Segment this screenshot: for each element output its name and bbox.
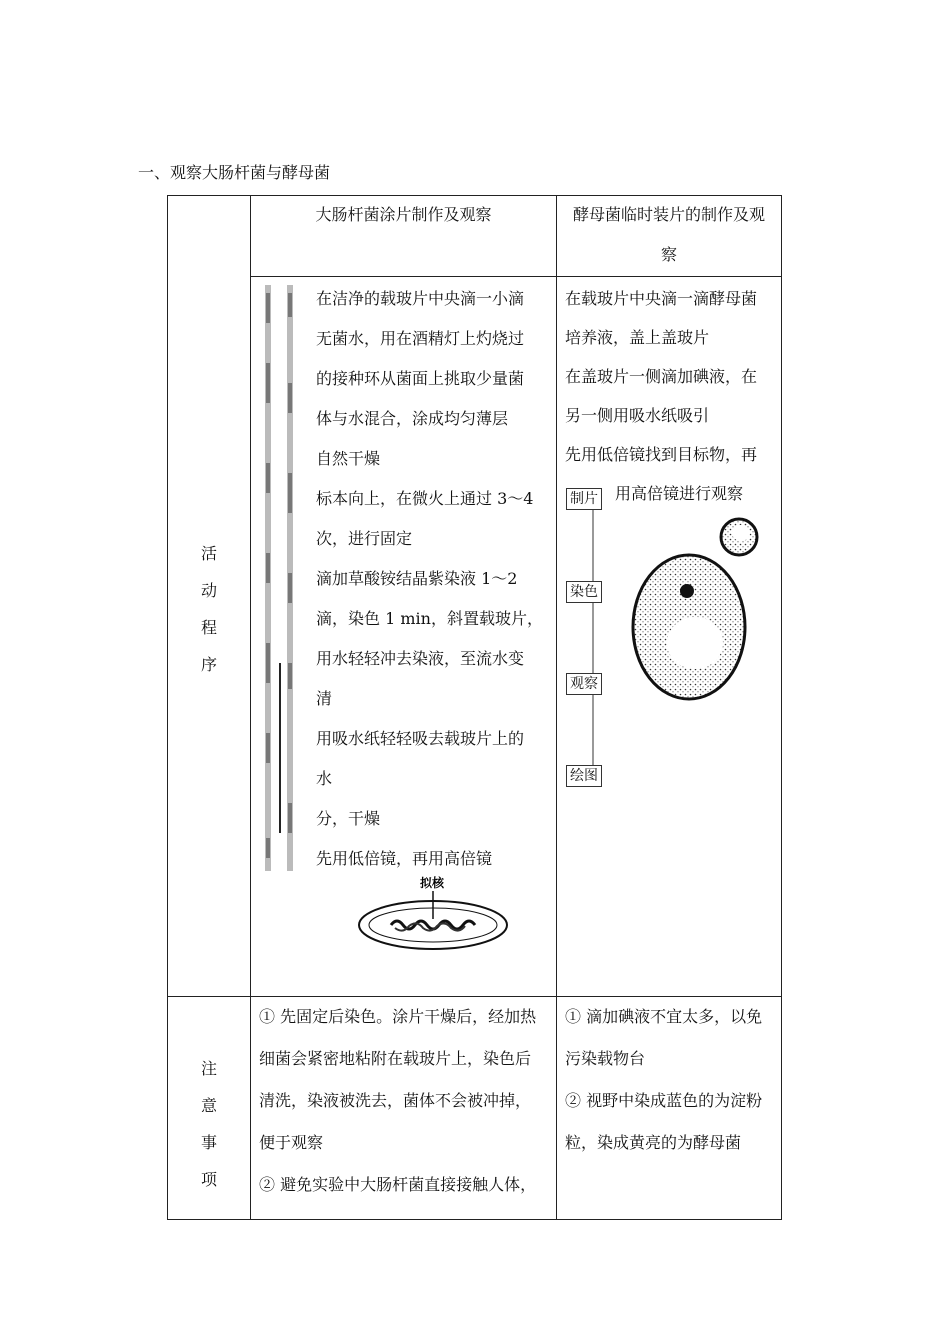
ecoli-notes [259, 996, 555, 1206]
header-ecoli: 大肠杆菌涂片制作及观察 [315, 205, 492, 224]
yeast-notes [565, 996, 779, 1164]
label-notes-char: 项 [200, 1170, 217, 1189]
ecoli-step-line: 标本向上，在微火上通过 3～4 [316, 489, 534, 508]
header-yeast [557, 195, 781, 275]
ecoli-note-line: 便于观察 [259, 1133, 324, 1152]
ecoli-step-line: 用吸水纸轻轻吸去载玻片上的 [316, 729, 525, 748]
ecoli-step-line: 水 [316, 769, 333, 788]
table-border-bottom [167, 1219, 782, 1220]
table-divider-header [250, 276, 782, 277]
header-yeast-line2: 察 [660, 245, 677, 264]
table-border-right [781, 195, 782, 1220]
ecoli-step-line: 在洁净的载玻片中央滴一小滴 [316, 289, 525, 308]
yeast-flow-arrows [583, 507, 603, 787]
label-notes-char: 事 [200, 1133, 217, 1152]
header-yeast-line1: 酵母菌临时装片的制作及观 [572, 205, 765, 224]
table-divider-col1 [250, 195, 251, 1220]
ecoli-step-line: 先用低倍镜，再用高倍镜 [316, 849, 493, 868]
label-activity-char: 动 [200, 581, 217, 600]
yeast-note-line: ② 视野中染成蓝色的为淀粉 [565, 1091, 763, 1110]
label-activity-char: 程 [200, 618, 217, 637]
yeast-note-line: 粒，染成黄亮的为酵母菌 [565, 1133, 742, 1152]
label-activity-char: 序 [200, 655, 217, 674]
flow-step-prepare: 制片 [566, 488, 602, 510]
table-border-left [167, 195, 168, 1220]
ecoli-step-line: 分，干燥 [316, 809, 381, 828]
ecoli-steps [316, 279, 552, 879]
yeast-step-line: 在载玻片中央滴一滴酵母菌 [565, 289, 758, 308]
ecoli-note-line: ① 先固定后染色。涂片干燥后，经加热 [259, 1007, 537, 1026]
ecoli-step-line: 滴加草酸铵结晶紫染液 1～2 [316, 569, 518, 588]
ecoli-cell-figure [355, 875, 515, 955]
ecoli-step-line: 滴，染色 1 min，斜置载玻片， [316, 609, 543, 628]
flow-step-stain: 染色 [566, 581, 602, 603]
step-number-column-image [263, 283, 313, 873]
label-notes-char: 注 [200, 1059, 217, 1078]
ecoli-note-line: 清洗，染液被洗去，菌体不会被冲掉， [259, 1091, 532, 1110]
yeast-steps [565, 279, 775, 513]
ecoli-step-line: 的接种环从菌面上挑取少量菌 [316, 369, 525, 388]
section-title: 一、观察大肠杆菌与酵母菌 [138, 163, 331, 182]
ecoli-step-line: 次，进行固定 [316, 529, 413, 548]
yeast-step-line: 培养液，盖上盖玻片 [565, 328, 710, 347]
ecoli-step-line: 清 [316, 689, 333, 708]
activity-table [167, 195, 782, 1220]
ecoli-step-line: 无菌水，用在酒精灯上灼烧过 [316, 329, 525, 348]
yeast-step-line: 另一侧用吸水纸吸引 [565, 406, 710, 425]
ecoli-note-line: ② 避免实验中大肠杆菌直接接触人体， [259, 1175, 537, 1194]
ecoli-step-line: 自然干燥 [316, 449, 381, 468]
table-divider-col2 [556, 195, 557, 1220]
nucleoid-label: 拟核 [420, 876, 445, 890]
label-activity-char: 活 [200, 544, 217, 563]
ecoli-step-line: 体与水混合，涂成均匀薄层 [316, 409, 509, 428]
yeast-note-line: ① 滴加碘液不宜太多，以免 [565, 1007, 763, 1026]
label-notes-char: 意 [200, 1096, 217, 1115]
yeast-step-line: 在盖玻片一侧滴加碘液，在 [565, 367, 758, 386]
yeast-step-line: 用高倍镜进行观察 [615, 484, 744, 503]
ecoli-step-line: 用水轻轻冲去染液，至流水变 [316, 649, 525, 668]
ecoli-note-line: 细菌会紧密地粘附在载玻片上，染色后 [259, 1049, 532, 1068]
label-notes [194, 1050, 224, 1198]
flow-step-draw: 绘图 [566, 765, 602, 787]
yeast-step-line: 先用低倍镜找到目标物，再 [565, 445, 758, 464]
yeast-cell-figure [629, 513, 759, 703]
flow-step-observe: 观察 [566, 673, 602, 695]
yeast-note-line: 污染载物台 [565, 1049, 646, 1068]
label-activity [194, 535, 224, 683]
